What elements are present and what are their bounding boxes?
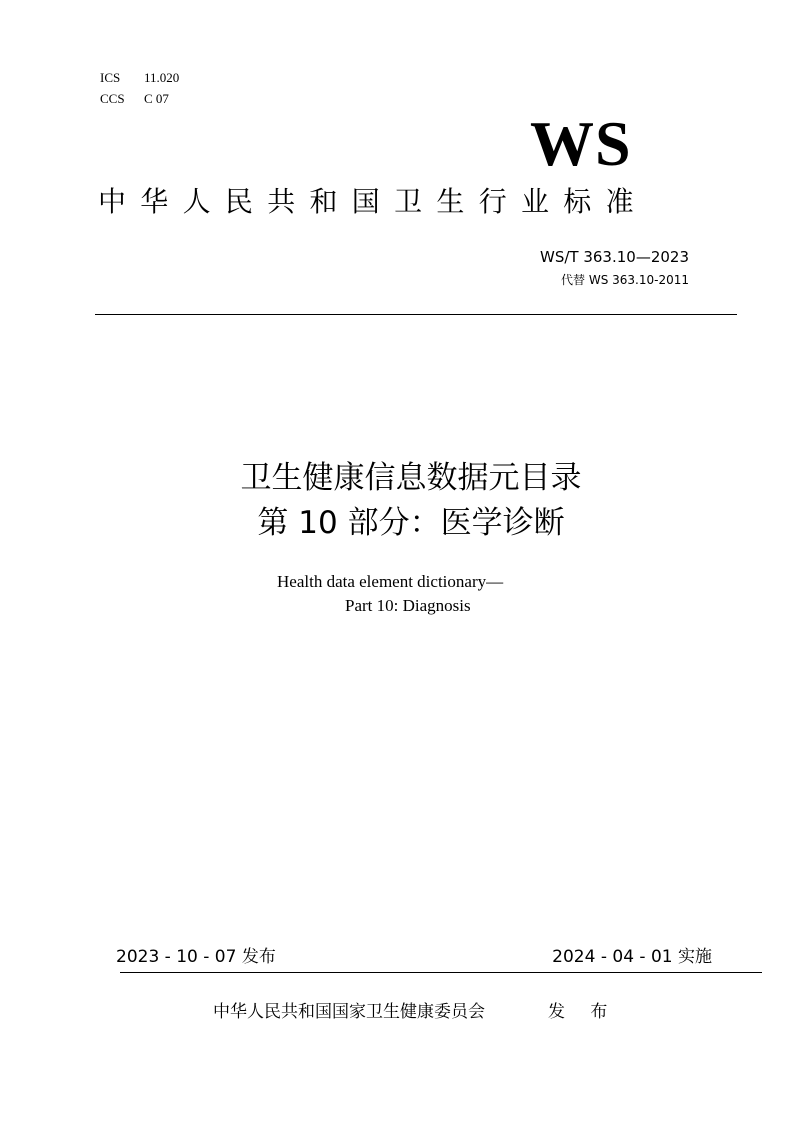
document-title-en-line2: Part 10: Diagnosis [345,596,471,615]
ics-value: 11.020 [144,70,180,85]
issue-date: 2023 - 10 - 07 发布 [116,947,276,967]
document-title-cn-line1: 卫生健康信息数据元目录 [240,460,582,496]
standard-category-title: 中华人民共和国卫生行业标准 [98,185,648,218]
replaces-standard: 代替 WS 363.10-2011 [561,273,689,287]
implementation-date: 2024 - 04 - 01 实施 [552,947,712,967]
bottom-divider [120,972,762,973]
issue-action: 发 布 [548,1002,618,1022]
ccs-label: CCS [100,91,125,106]
top-divider [95,314,737,315]
ccs-classification [100,91,169,107]
document-title-cn-line2: 第 10 部分：医学诊断 [257,505,565,541]
ics-classification [100,70,179,86]
ics-label: ICS [100,70,121,85]
standard-number: WS/T 363.10—2023 [540,248,689,266]
issuing-authority: 中华人民共和国国家卫生健康委员会 [213,1002,485,1022]
ws-logo: WS [530,108,632,179]
ccs-value: C 07 [144,91,169,106]
document-title-en-line1: Health data element dictionary— [277,572,504,591]
